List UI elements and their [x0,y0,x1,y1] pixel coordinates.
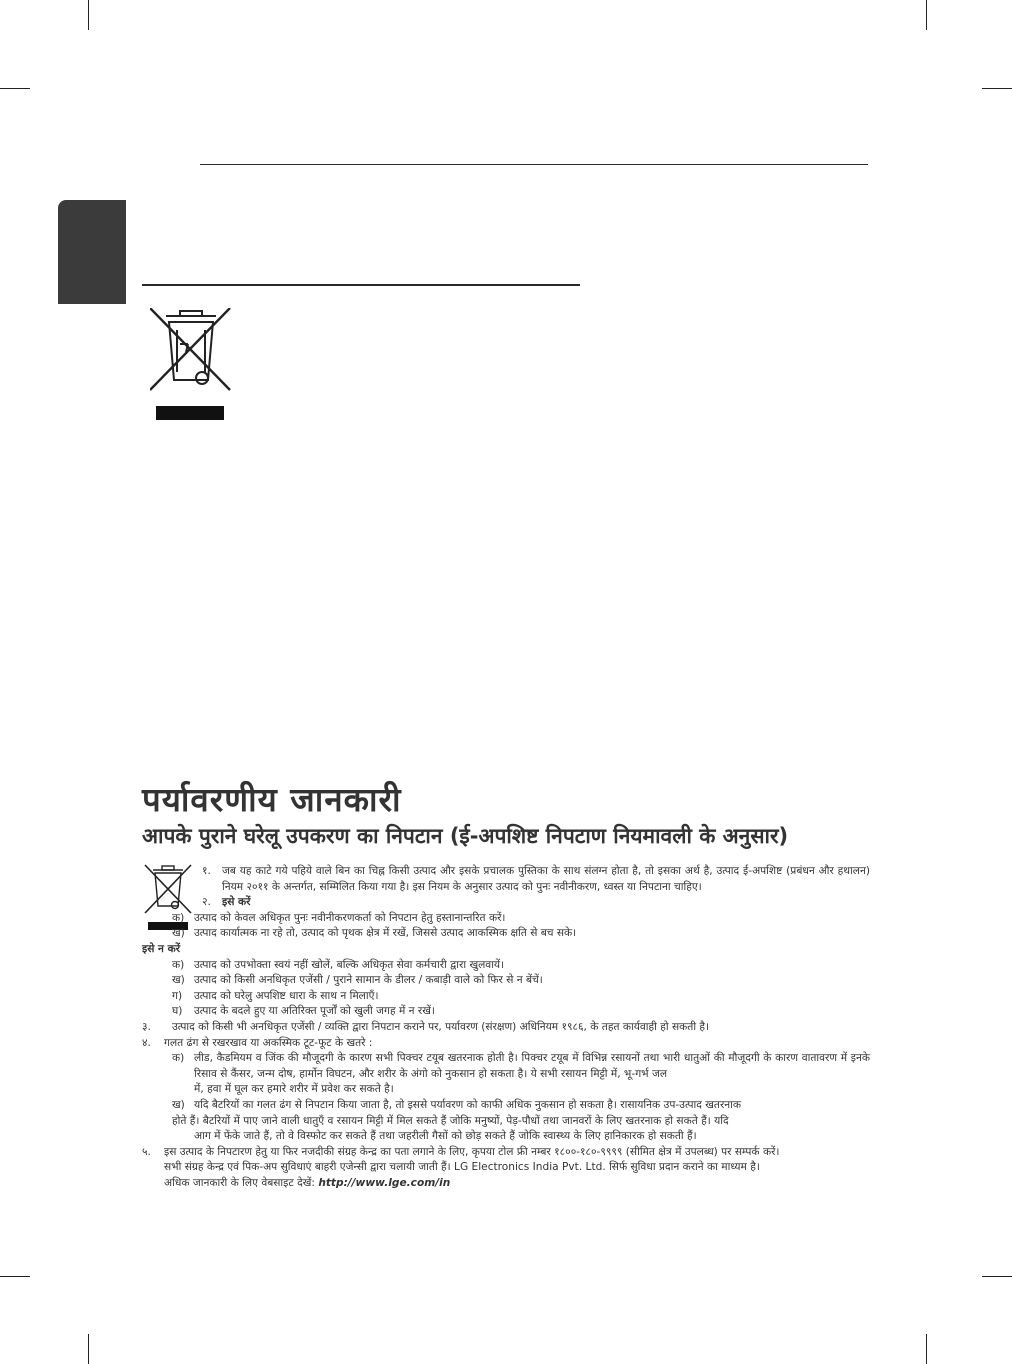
dont-item-number: घ) [172,1005,183,1018]
paragraph-4a-number: क) [172,1052,185,1065]
do-item-text: उत्पाद को केवल अधिकृत पुनः नवीनीकरणकर्ता को निपटान हेतु हस्तानान्तरित करें। [194,911,506,924]
paragraph-1 [142,864,870,895]
paragraph-4b-line2: होते हैं। बैटरियों में पाए जाने वाली धातुएँ व रसायन मिट्टी में मिल सकते हैं जोकि मनुष्यों, पेड़-पौधों तथा जानवरों के लिए खतरनाक हो सकते हैं। यदि [172,1114,729,1127]
dont-heading: इसे न करें [142,942,181,955]
crop-mark-top-left-h [0,88,30,89]
section-tab [58,200,126,304]
section-rule [142,284,580,286]
crop-mark-bottom-right-v [926,1334,927,1364]
dont-item-number: ख) [172,974,185,987]
crop-mark-top-right-v [926,0,927,30]
dont-item-number: ग) [172,989,183,1002]
dont-item-text: उत्पाद के बदले हुए या अतिरिक्त पूर्जों को खुली जगह में न रखें। [194,1005,435,1018]
dont-item [142,958,870,974]
crop-mark-bottom-right-h [982,1276,1012,1277]
paragraph-3-number: ३. [142,1020,151,1033]
paragraph-4a [142,1051,870,1082]
website-label: अधिक जानकारी के लिए वेबसाइट देखें: [164,1176,315,1189]
paragraph-4a-continuation: में, हवा में घूल कर हमारे शरीर में प्रवेश कर सकते है। [194,1083,394,1096]
paragraph-4b-number: ख) [172,1098,185,1111]
do-item [142,926,870,942]
do-item-number: ख) [172,927,185,940]
dont-item [142,989,870,1005]
website-line [142,1176,870,1192]
do-item [142,911,870,927]
crop-mark-bottom-left-v [88,1334,89,1364]
paragraph-4-number: ४. [142,1036,151,1049]
disposal-instructions [142,864,870,1191]
paragraph-3-text: उत्पाद को किसी भी अनधिकृत एजेंसी / व्यक्ति द्वारा निपटान कराने पर, पर्यावरण (संरक्षण) अधिनियम १९८६, के तहत कार्यवाही हो सकती है। [172,1020,710,1033]
paragraph-4b-continuation: आग में फेंके जाते हैं, तो वे विस्फोट कर सकते हैं तथा जहरीली गैसों को छोड़ सकते हैं जोकि स्वास्थ्य के लिए हानिकारक हो सकती हैं। [194,1130,697,1143]
paragraph-2 [142,895,870,911]
paragraph-4 [142,1036,870,1052]
paragraph-5-number: ५. [142,1145,151,1158]
dont-item-text: उत्पाद को किसी अनधिकृत एजेंसी / पुराने सामान के डीलर / कबाड़ी वाले को फिर से न बेंचें। [194,974,543,987]
header-rule [200,164,868,165]
crop-mark-bottom-left-h [0,1276,30,1277]
paragraph-1-number: १. [202,865,211,877]
paragraph-1-text: जब यह काटे गये पहिये वाले बिन का चिह्न किसी उत्पाद और इसके प्रचालक पुस्तिका के साथ संलग्न होता है, तो इसका अर्थ है, उत्पाद ई-अपशिष्ट (प्रबंधन और हथालन) नियम २०११ के अन्तर्गत, सम्मिलित किया गया है। इस नियम के अनुसार उत्पाद को पुनः नवीनीकरण, ध्वस्त या निपटाना चाहिए। [222,865,870,893]
page-title: पर्यावरणीय जानकारी [142,780,402,819]
paragraph-4b [142,1098,870,1114]
page-subtitle: आपके पुराने घरेलू उपकरण का निपटान (ई-अपशिष्ट निपटाण नियमावली के अनुसार) [142,824,789,848]
dont-item-text: उत्पाद को घरेलु अपशिष्ट धारा के साथ न मिलाएँ। [194,989,379,1002]
paragraph-4a-text: लीड, कैडमियम व जिंक की मौजूदगी के कारण सभी पिक्चर टयूब खतरनाक होती है। पिक्चर टयूब में विभिन्न रसायनों तथा भारी धातुओं की मौजूदगी के कारण वातावरण में इनके रिसाव से कैंसर, जन्म दोष, हार्मोन विघटन, और शरीर के अंगो को नुकसान हो सकता है। ये सभी रसायन मिट्टी में, भू-गर्भ जल [194,1052,870,1080]
paragraph-5-text: इस उत्पाद के निपटारण हेतु या फिर नजदीकी संग्रह केन्द्र का पता लगाने के लिए, कृपया टोल फ्री नम्बर १८००-१८०-९९९९ (सीमित क्षेत्र में उपलब्ध) पर सम्पर्क करें। [164,1145,780,1158]
dont-item-number: क) [172,958,185,971]
do-heading: इसे करें [222,896,251,909]
paragraph-3 [142,1020,870,1036]
paragraph-4-text: गलत ढंग से रखरखाव या अकस्मिक टूट-फूट के खतरे : [164,1036,373,1049]
do-item-number: क) [172,911,185,924]
website-link[interactable]: http://www.lge.com/in [318,1176,451,1189]
paragraph-4b-text: यदि बैटरियों का गलत ढंग से निपटान किया जाता है, तो इससे पर्यावरण को काफी अधिक नुकसान हो सकता है। रासायनिक उप-उत्पाद खतरनाक [194,1098,742,1111]
do-item-text: उत्पाद कार्यात्मक ना रहे तो, उत्पाद को पृथक क्षेत्र में रखें, जिससे उत्पाद आकस्मिक क्षति से बच सके। [194,927,577,940]
dont-item-text: उत्पाद को उपभोक्ता स्वयं नहीं खोलें, बल्कि अधिकृत सेवा कर्मचारी द्वारा खुलवायें। [194,958,505,971]
dont-item [142,973,870,989]
dont-item [142,1004,870,1020]
paragraph-5-line2: सभी संग्रह केन्द्र एवं पिक-अप सुविधाएं बाहरी एजेन्सी द्वारा चलायी जाती हैं। LG Electronics India Pvt. Ltd. सिर्फ सुविधा प्रदान कराने का माध्यम है। [164,1161,760,1174]
crop-mark-top-left-v [88,0,89,30]
paragraph-2-number: २. [202,896,211,909]
crop-mark-top-right-h [982,88,1012,89]
weee-bin-icon [150,308,232,424]
paragraph-5 [142,1145,870,1161]
